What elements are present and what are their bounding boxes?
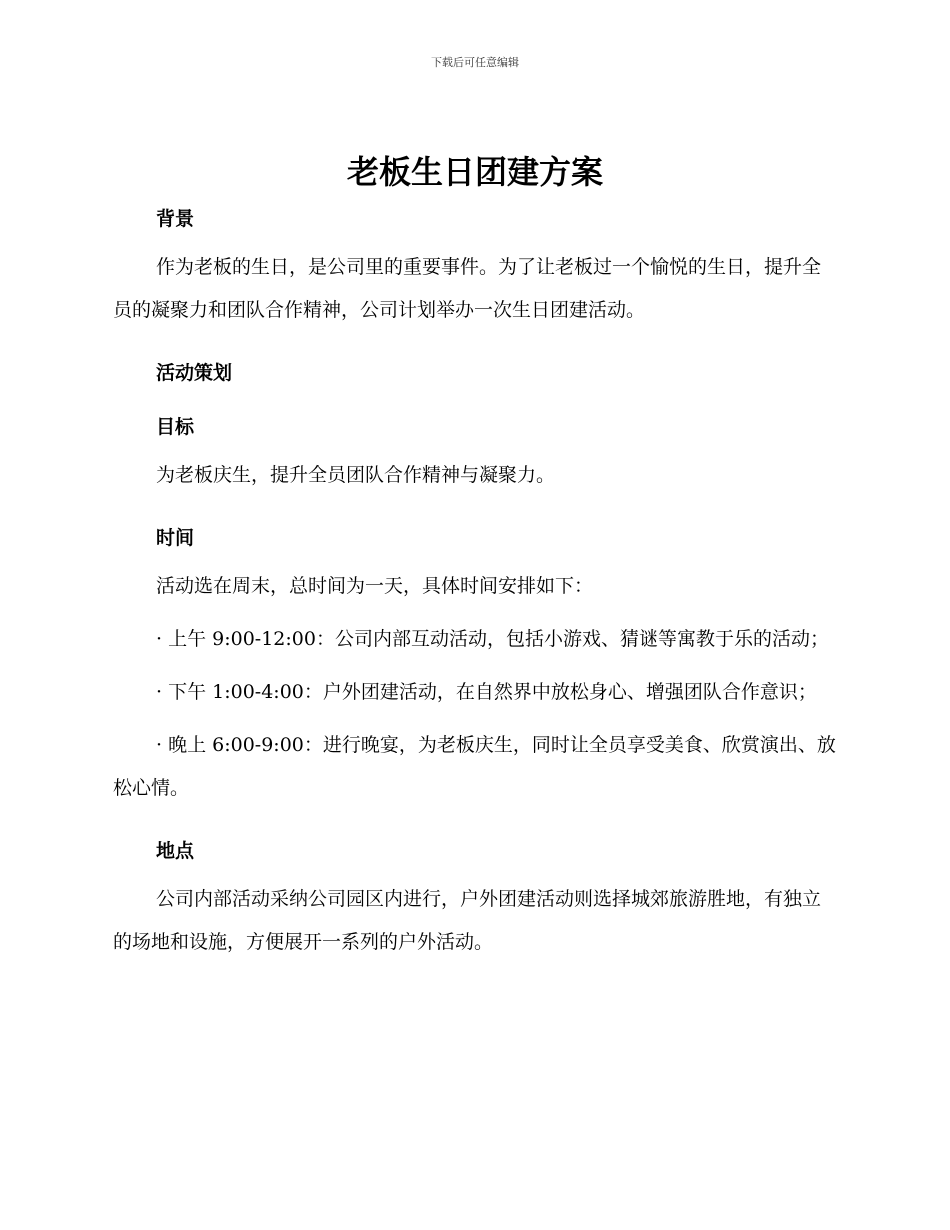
header-note: 下载后可任意编辑	[431, 56, 519, 69]
schedule-item-afternoon: · 下午 1:00-4:00：户外团建活动，在自然界中放松身心、增强团队合作意识；	[156, 681, 817, 703]
paragraph-location: 公司内部活动采纳公司园区内进行，户外团建活动则选择城郊旅游胜地，有独立的场地和设施，方便展开一系列的户外活动。	[113, 888, 822, 953]
paragraph-background: 作为老板的生日，是公司里的重要事件。为了让老板过一个愉悦的生日，提升全员的凝聚力和团队合作精神，公司计划举办一次生日团建活动。	[113, 256, 822, 321]
paragraph-goal: 为老板庆生，提升全员团队合作精神与凝聚力。	[156, 464, 556, 486]
heading-location: 地点	[156, 840, 195, 862]
heading-planning: 活动策划	[156, 362, 233, 384]
schedule-item-evening: · 晚上 6:00-9:00：进行晚宴，为老板庆生，同时让全员享受美食、欣赏演出、放松心情。	[113, 734, 836, 799]
paragraph-time-intro: 活动选在周末，总时间为一天，具体时间安排如下：	[156, 575, 594, 597]
heading-goal: 目标	[156, 416, 195, 438]
document-title: 老板生日团建方案	[346, 153, 603, 191]
heading-background: 背景	[156, 208, 195, 230]
document-body	[113, 200, 838, 964]
schedule-item-morning: · 上午 9:00-12:00：公司内部互动活动，包括小游戏、猜谜等寓教于乐的活动；	[156, 628, 829, 650]
heading-time: 时间	[156, 527, 195, 549]
